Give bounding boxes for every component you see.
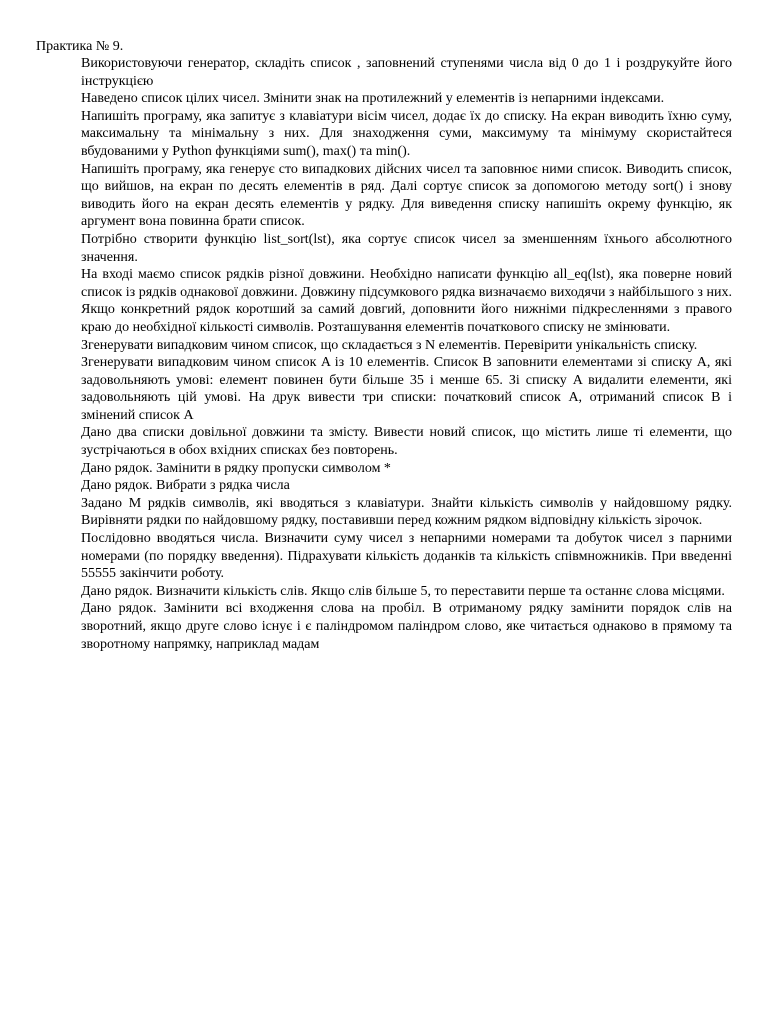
task-item-8: Згенерувати випадковим чином список A із 10 елементів. Список B заповнити елементами зі списку A, які задовольняють умові: елемент повинен бути більше 35 і менше 65. Зі списку A видалити елементи, які задовольняють цій умові. На друк вивести три списки: початковий список A, отриманий список B і змінений список A: [81, 355, 732, 423]
task-item-13: Послідовно вводяться числа. Визначити суму чисел з непарними номерами та добуток чисел з парними номерами (по порядку введення). Підрахувати кількість доданків та кількість співмножників. При введенні 55555 закінчити роботу.: [81, 531, 732, 582]
task-item-12: Задано M рядків символів, які вводяться з клавіатури. Знайти кількість символів у найдовшому рядку. Вирівняти рядки по найдовшому рядку, поставивши перед кожним рядком відповідну кількість зірочок.: [81, 495, 732, 529]
task-item-10: Дано рядок. Замінити в рядку пропуски символом *: [81, 460, 391, 476]
task-item-5: Потрібно створити функцію list_sort(lst), яка сортує список чисел за зменшенням їхнього абсолютного значення.: [81, 231, 732, 265]
task-item-14: Дано рядок. Визначити кількість слів. Якщо слів більше 5, то переставити перше та останнє слова місцями.: [81, 583, 725, 599]
task-item-11: Дано рядок. Вибрати з рядка числа: [81, 478, 290, 494]
task-item-6: На вході маємо список рядків різної довжини. Необхідно написати функцію all_eq(lst), яка поверне новий список із рядків однакової довжини. Довжину підсумкового рядка визначаємо виходячи з найбільшого з них. Якщо конкретний рядок коротший за самий довгий, доповнити його нижніми підкресленнями з правого краю до необхідної кількості символів. Розташування елементів початкового списку не змінювати.: [81, 267, 732, 335]
task-list: [81, 55, 732, 653]
task-item-7: Згенерувати випадковим чином список, що складається з N елементів. Перевірити унікальність списку.: [81, 337, 698, 353]
task-item-2: Наведено список цілих чисел. Змінити знак на протилежний у елементів із непарними індексами.: [81, 91, 665, 107]
task-item-9: Дано два списки довільної довжини та змісту. Вивести новий список, що містить лише ті елементи, що зустрічаються в обох вхідних списках без повторень.: [81, 425, 732, 459]
document-title: Практика № 9.: [36, 39, 124, 54]
task-item-15: Дано рядок. Замінити всі входження слова на пробіл. В отриманому рядку замінити порядок слів на зворотний, якщо друге слово існує і є паліндромом паліндром слово, яке читається однаково в прямому та зворотному напрямку, наприклад мадам: [81, 601, 732, 652]
task-item-3: Напишіть програму, яка запитує з клавіатури вісім чисел, додає їх до списку. На екран виводить їхню суму, максимальну та мінімальну з них. Для знаходження суми, максимуму та мінімуму скористайтеся вбудованими у Python функціями sum(), max() та min().: [81, 108, 732, 159]
task-item-1: Використовуючи генератор, складіть список , заповнений ступенями числа від 0 до 1 і роздрукуйте його інструкцією: [81, 56, 732, 89]
task-item-4: Напишіть програму, яка генерує сто випадкових дійсних чисел та заповнює ними список. Виводить список, що вийшов, на екран по десять елементів в ряд. Далі сортує список за допомогою методу sort() і знову виводить його на екран десять елементів у рядку. Для виведення списку напишіть окрему функцію, як аргумент вона повинна брати список.: [81, 161, 732, 230]
